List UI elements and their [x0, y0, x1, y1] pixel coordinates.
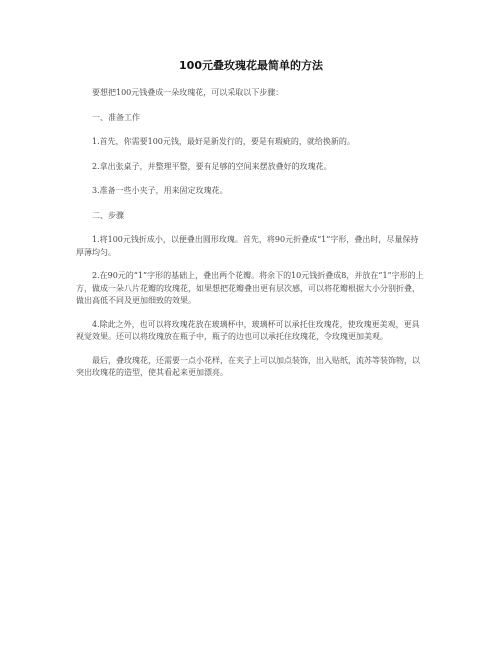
prep-item-2: 2.拿出张桌子，并整理平整，要有足够的空间来摆放叠好的玫瑰花。 — [92, 161, 332, 171]
step-item-4: 4.除此之外，也可以将玫瑰花放在玻璃杯中，玻璃杯可以承托住玫瑰花，使玫瑰更美观，更具视觉效果。还可以将玫瑰放在瓶子中，瓶子的边也可以承托住玫瑰花，令玫瑰更加美观。 — [76, 319, 420, 341]
step-item-2: 2.在90元的“1”字形的基础上，叠出两个花瓣。将余下的10元钱折叠成8，并放在“1”字形的上方，做成一朵八片花瓣的玫瑰花，如果想把花瓣叠出更有层次感，可以将花瓣根据大小分别折叠，做出高低不同及更加细致的效果。 — [76, 271, 424, 305]
step-item-1: 1.将100元钱折成小，以便叠出圆形玫瑰。首先，将90元折叠成“1”字形，叠出时，尽量保持厚薄均匀。 — [76, 235, 419, 257]
prep-item-3: 3.准备一些小夹子，用来固定玫瑰花。 — [92, 186, 228, 195]
document-title: 100元叠玫瑰花最简单的方法 — [179, 59, 323, 72]
closing-paragraph: 最后，叠玫瑰花，还需要一点小花样，在夹子上可以加点装饰，出入贴纸，流苏等装饰物，以突出玫瑰花的造型，使其看起来更加漂亮。 — [76, 355, 420, 377]
intro-paragraph: 要想把100元钱叠成一朵玫瑰花，可以采取以下步骤： — [92, 88, 284, 97]
prep-item-1: 1.首先，你需要100元钱，最好是新发行的，要是有瑕疵的，就给换新的。 — [92, 137, 355, 146]
section-heading-preparation: 一、准备工作 — [92, 112, 140, 122]
section-heading-steps: 二、步骤 — [92, 210, 124, 220]
